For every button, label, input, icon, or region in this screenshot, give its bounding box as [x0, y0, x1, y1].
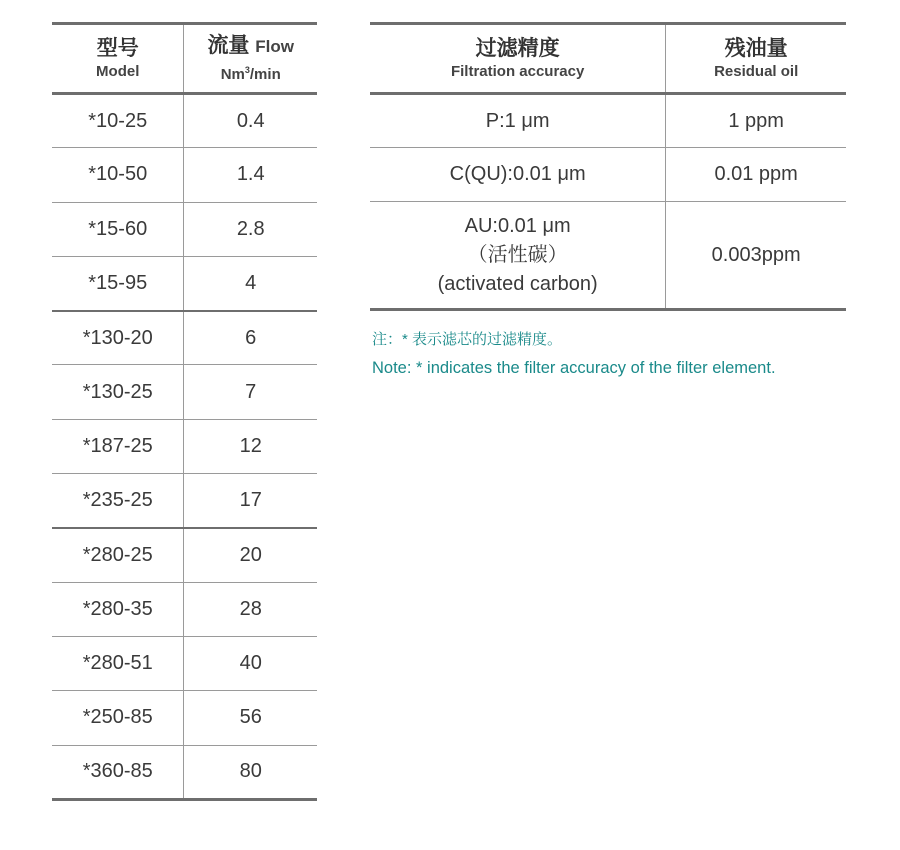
table-row	[52, 94, 317, 148]
table-row	[52, 311, 317, 365]
model-cell: *130-20	[52, 311, 184, 365]
note-cn: 注：* 表示滤芯的过滤精度。	[372, 331, 563, 348]
table-row	[52, 691, 317, 745]
accuracy-cell: P:1 μm	[370, 94, 666, 148]
model-cell: *15-60	[52, 202, 184, 256]
table-row	[52, 202, 317, 256]
model-cell: *10-25	[52, 94, 184, 148]
table-row	[370, 94, 846, 148]
table-row	[52, 365, 317, 419]
table-row	[370, 148, 846, 202]
flow-cell: 0.4	[236, 109, 265, 132]
model-cell: *235-25	[52, 474, 184, 528]
flow-cell: 12	[239, 434, 262, 457]
flow-cell: 28	[239, 597, 262, 620]
flow-cell: 6	[245, 326, 257, 349]
flow-cell: 56	[239, 706, 262, 729]
flow-cell: 80	[239, 760, 262, 783]
footnotes	[372, 330, 776, 379]
flow-cell: 7	[245, 380, 257, 403]
filtration-table	[370, 22, 846, 311]
flow-cell: 4	[245, 271, 257, 294]
oil-cell: 0.003ppm	[711, 243, 801, 266]
flow-unit-sup: 3	[244, 64, 250, 75]
flow-cell: 40	[239, 652, 262, 675]
accuracy-header	[370, 24, 666, 94]
model-cell: *15-95	[52, 256, 184, 310]
table-row	[52, 528, 317, 582]
filtration-header-row	[370, 24, 846, 94]
model-header-cn: 型号	[96, 36, 139, 60]
note-en: Note: * indicates the filter accuracy of the filter element.	[372, 359, 776, 377]
oil-cell: 0.01 ppm	[714, 163, 798, 185]
accuracy-line-2: （活性碳）	[467, 243, 568, 266]
flow-cell: 17	[239, 488, 262, 511]
model-cell: *280-51	[52, 636, 184, 690]
oil-cell: 1 ppm	[728, 109, 784, 132]
flow-cell: 2.8	[236, 217, 265, 240]
flow-header	[184, 24, 317, 94]
model-flow-header-row	[52, 24, 317, 94]
table-row	[52, 148, 317, 202]
model-header-en: Model	[96, 62, 140, 80]
model-cell: *10-50	[52, 148, 184, 202]
model-cell: *360-85	[52, 745, 184, 799]
flow-unit-suffix: /min	[249, 65, 281, 83]
table-row	[52, 256, 317, 310]
accuracy-line-1: AU:0.01 μm	[464, 214, 571, 237]
flow-unit-prefix: Nm	[220, 65, 245, 83]
flow-unit	[184, 60, 317, 85]
flow-cell: 1.4	[236, 163, 265, 186]
flow-header-title	[184, 33, 317, 60]
accuracy-header-cn: 过滤精度	[475, 36, 560, 60]
table-row	[52, 474, 317, 528]
flow-header-en: Flow	[255, 36, 294, 56]
model-cell: *130-25	[52, 365, 184, 419]
model-cell: *250-85	[52, 691, 184, 745]
table-row	[52, 419, 317, 473]
model-header	[52, 24, 184, 94]
model-flow-table	[52, 22, 317, 801]
table-row	[52, 745, 317, 799]
oil-header-cn: 残油量	[724, 36, 788, 60]
flow-cell: 20	[239, 543, 262, 566]
oil-header-en: Residual oil	[714, 62, 799, 80]
flow-header-cn: 流量	[207, 33, 250, 57]
accuracy-line-3: (activated carbon)	[437, 272, 598, 295]
table-row	[52, 636, 317, 690]
accuracy-header-en: Filtration accuracy	[450, 62, 585, 80]
model-cell: *280-25	[52, 528, 184, 582]
accuracy-cell: C(QU):0.01 μm	[370, 148, 666, 202]
table-row	[370, 202, 846, 310]
accuracy-cell	[370, 202, 666, 310]
model-cell: *280-35	[52, 582, 184, 636]
table-row	[52, 582, 317, 636]
model-cell: *187-25	[52, 419, 184, 473]
oil-header	[666, 24, 846, 94]
